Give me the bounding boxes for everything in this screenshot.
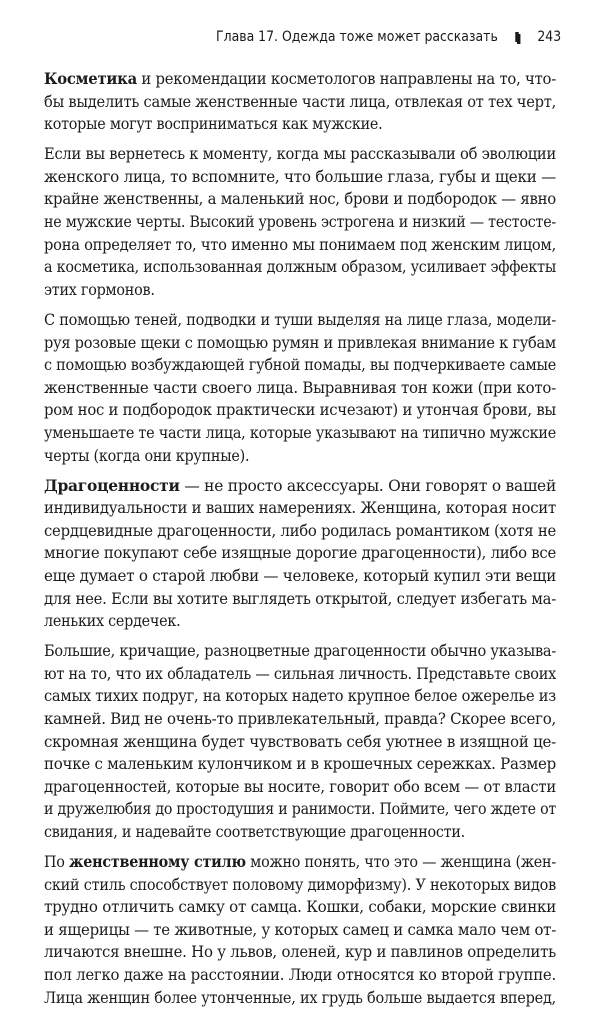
text-line — [44, 399, 556, 422]
line-text: сердцевидные драгоценности, либо родилась романтиком (хотя не — [44, 521, 556, 540]
line-text: драгоценностей, которые вы носите, говорит обо всем — от власти — [44, 777, 556, 796]
line-text: для нее. Если вы хотите выглядеть открытой, следует избегать ма- — [44, 589, 556, 608]
paragraph — [44, 309, 556, 467]
text-line — [44, 776, 556, 799]
text-line — [44, 731, 556, 754]
text-line — [44, 309, 556, 332]
text-line — [44, 143, 556, 166]
text-line — [44, 166, 556, 189]
text-line — [44, 91, 556, 114]
text-line — [44, 354, 556, 377]
text-line — [44, 188, 556, 211]
text-line — [44, 640, 556, 663]
line-text: уменьшаете те части лица, которые указывают на типично мужские — [44, 423, 556, 442]
text-line — [44, 211, 556, 234]
line-text: — не просто аксессуары. Они говорят о вашей — [179, 476, 556, 495]
paragraph — [44, 68, 556, 136]
line-text: леньких сердечек. — [44, 612, 181, 631]
text-line — [44, 113, 556, 136]
line-text: бы выделить самые женственные части лица, отвлекая от тех черт, — [44, 92, 556, 111]
text-line — [44, 332, 556, 355]
line-text: самых тихих подруг, на которых надето крупное белое ожерелье из — [44, 687, 556, 706]
text-line — [44, 941, 556, 964]
line-text: которые могут восприниматься как мужские. — [44, 115, 383, 134]
text-line — [44, 987, 556, 1010]
line-text: пол легко даже на расстоянии. Люди относятся ко второй группе. — [44, 966, 556, 985]
text-line — [44, 919, 556, 942]
paragraph — [44, 143, 556, 301]
text-line — [44, 520, 556, 543]
bold-term: Драгоценности — [44, 476, 180, 495]
line-text: Если вы вернетесь к моменту, когда мы рассказывали об эволюции — [44, 145, 556, 164]
line-text: с помощью возбуждающей губной помады, вы подчеркиваете самые — [44, 356, 556, 375]
chapter-title: Глава 17. Одежда тоже может рассказать — [216, 29, 498, 45]
text-line — [44, 851, 556, 874]
text-line — [44, 542, 556, 565]
line-text: черты (когда они крупные). — [44, 446, 250, 465]
text-line — [44, 588, 556, 611]
line-text: и дружелюбия до простодушия и ранимости. Поймите, чего ждете от — [44, 800, 556, 819]
line-text: Лица женщин более утонченные, их грудь больше выдается вперед, — [44, 988, 556, 1007]
line-text: не мужские черты. Высокий уровень эстрогена и низкий — тестосте- — [44, 213, 556, 232]
line-text: скромная женщина будет чувствовать себя уютнее в изящной це- — [44, 732, 556, 751]
text-line — [44, 377, 556, 400]
text-line — [44, 475, 556, 498]
text-line — [44, 708, 556, 731]
line-text: женского лица, то вспомните, что большие глаза, губы и щеки — — [44, 167, 556, 186]
text-line — [44, 685, 556, 708]
text-line — [44, 610, 556, 633]
line-text: еще думает о старой любви — человеке, который купил эти вещи — [44, 566, 556, 585]
paragraph — [44, 640, 556, 843]
line-text: можно понять, что это — женщина (жен- — [245, 853, 557, 872]
running-header — [216, 26, 562, 48]
line-text: рона определяет то, что именно мы понимаем под женским лицом, — [44, 235, 556, 254]
text-line — [44, 753, 556, 776]
page-body — [44, 68, 556, 1017]
bold-term: женственному стилю — [69, 853, 246, 872]
line-text: С помощью теней, подводки и туши выделяя на лице глаза, модели- — [44, 310, 556, 329]
line-text: трудно отличить самку от самца. Кошки, собаки, морские свинки — [44, 898, 556, 917]
line-text: а косметика, использованная должным образом, усиливает эффекты — [44, 258, 556, 277]
line-text: ют на то, что их обладатель — сильная личность. Представьте своих — [44, 664, 556, 683]
text-line — [44, 422, 556, 445]
line-text: ром нос и подбородок практически исчезают) и утончая брови, вы — [44, 401, 556, 420]
line-text: крайне женственны, а маленький нос, брови и подбородок — явно — [44, 190, 556, 209]
text-line — [44, 497, 556, 520]
line-text: почке с маленьким кулончиком и в крошечных сережках. Размер — [44, 755, 556, 774]
square-icon — [515, 32, 518, 42]
text-line — [44, 821, 556, 844]
page-number: 243 — [537, 29, 562, 45]
line-text: многие покупают себе изящные дорогие драгоценности), либо все — [44, 544, 556, 563]
text-line — [44, 896, 556, 919]
line-text: Большие, кричащие, разноцветные драгоценности обычно указыва- — [44, 642, 556, 661]
paragraph — [44, 475, 556, 633]
line-text: камней. Вид не очень-то привлекательный, правда? Скорее всего, — [44, 710, 556, 729]
text-line — [44, 279, 556, 302]
text-line — [44, 68, 556, 91]
line-text: руя розовые щеки с помощью румян и привлекая внимание к губам — [44, 333, 556, 352]
line-text: женственные части своего лица. Выравнивая тон кожи (при кото- — [44, 378, 556, 397]
text-line — [44, 663, 556, 686]
line-text: личаются внешне. Но у львов, оленей, кур и павлинов определить — [44, 943, 556, 962]
text-line — [44, 874, 556, 897]
text-line — [44, 964, 556, 987]
line-text: ский стиль способствует половому диморфизму). У некоторых видов — [44, 875, 556, 894]
bold-term: Косметика — [44, 70, 137, 88]
line-text: По — [44, 853, 70, 872]
text-line — [44, 798, 556, 821]
paragraph — [44, 851, 556, 1009]
line-text: свидания, и надевайте соответствующие драгоценности. — [44, 823, 465, 841]
text-line — [44, 445, 556, 468]
line-text: и ящерицы — те животные, у которых самец и самка мало чем от- — [44, 920, 556, 939]
text-line — [44, 565, 556, 588]
text-line — [44, 256, 556, 279]
line-text: этих гормонов. — [44, 280, 155, 299]
line-text: индивидуальности и ваших намерениях. Женщина, которая носит — [44, 499, 556, 518]
text-line — [44, 234, 556, 257]
line-text: и рекомендации косметологов направлены на то, что- — [136, 70, 556, 88]
